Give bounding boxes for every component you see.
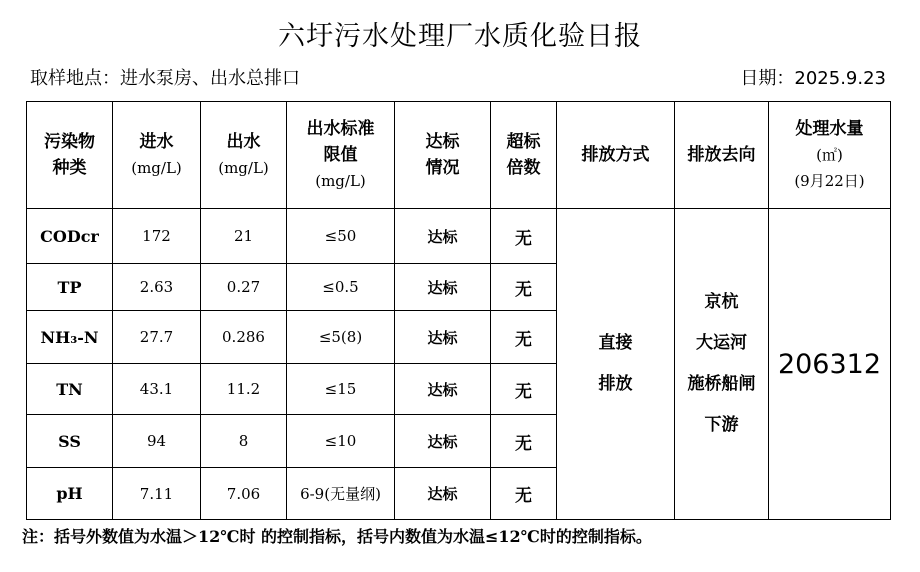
status-value: 达标 bbox=[395, 209, 491, 264]
destination-line1: 京杭 bbox=[704, 292, 739, 312]
header-limit bbox=[287, 102, 395, 209]
effluent-value: 21 bbox=[201, 209, 287, 264]
influent-value: 43.1 bbox=[113, 364, 201, 415]
pollutant-name: SS bbox=[27, 415, 113, 468]
pollutant-name: NH₃-N bbox=[27, 311, 113, 364]
exceed-value: 无 bbox=[491, 311, 557, 364]
status-value: 达标 bbox=[395, 415, 491, 468]
discharge-method-line1: 直接 bbox=[598, 333, 633, 353]
pollutant-name: pH bbox=[27, 468, 113, 520]
treated-volume: 206312 bbox=[769, 209, 891, 520]
header-exceed bbox=[491, 102, 557, 209]
header-row bbox=[27, 102, 891, 209]
header-pollutant-line2: 种类 bbox=[52, 158, 87, 178]
limit-value: 6-9(无量纲) bbox=[287, 468, 395, 520]
header-volume-line1: 处理水量 bbox=[795, 119, 864, 139]
header-exceed-line1: 超标 bbox=[506, 132, 541, 152]
header-effluent-unit: (mg/L) bbox=[218, 159, 269, 177]
effluent-value: 7.06 bbox=[201, 468, 287, 520]
effluent-value: 11.2 bbox=[201, 364, 287, 415]
pollutant-name: TN bbox=[27, 364, 113, 415]
limit-value: ≤5(8) bbox=[287, 311, 395, 364]
status-value: 达标 bbox=[395, 364, 491, 415]
header-status-line2: 情况 bbox=[425, 158, 460, 178]
status-value: 达标 bbox=[395, 264, 491, 311]
header-influent bbox=[113, 102, 201, 209]
destination-line4: 下游 bbox=[704, 415, 739, 435]
header-limit-unit: (mg/L) bbox=[315, 172, 366, 190]
influent-value: 172 bbox=[113, 209, 201, 264]
limit-value: ≤15 bbox=[287, 364, 395, 415]
header-destination: 排放去向 bbox=[675, 102, 769, 209]
report-date: 日期：2025.9.23 bbox=[740, 68, 886, 89]
header-volume-unit: (㎡) bbox=[816, 146, 843, 164]
header-status-line1: 达标 bbox=[425, 132, 460, 152]
exceed-value: 无 bbox=[491, 209, 557, 264]
sampling-location: 取样地点：进水泵房、出水总排口 bbox=[30, 68, 300, 89]
discharge-method bbox=[557, 209, 675, 520]
header-effluent bbox=[201, 102, 287, 209]
exceed-value: 无 bbox=[491, 468, 557, 520]
header-effluent-line1: 出水 bbox=[226, 132, 261, 152]
limit-value: ≤10 bbox=[287, 415, 395, 468]
status-value: 达标 bbox=[395, 468, 491, 520]
effluent-value: 8 bbox=[201, 415, 287, 468]
limit-value: ≤50 bbox=[287, 209, 395, 264]
header-volume bbox=[769, 102, 891, 209]
header-method: 排放方式 bbox=[557, 102, 675, 209]
header-pollutant-line1: 污染物 bbox=[44, 132, 95, 152]
influent-value: 27.7 bbox=[113, 311, 201, 364]
pollutant-name: CODcr bbox=[27, 209, 113, 264]
limit-value: ≤0.5 bbox=[287, 264, 395, 311]
header-limit-line1: 出水标准 bbox=[306, 119, 375, 139]
status-value: 达标 bbox=[395, 311, 491, 364]
discharge-destination bbox=[675, 209, 769, 520]
footnote: 注：括号外数值为水温＞12℃时 的控制指标，括号内数值为水温≤12℃时的控制指标。 bbox=[22, 527, 652, 546]
table-row bbox=[27, 209, 891, 264]
header-influent-line1: 进水 bbox=[139, 132, 174, 152]
header-limit-line2: 限值 bbox=[323, 145, 358, 165]
header-volume-date: (9月22日) bbox=[794, 172, 865, 190]
header-influent-unit: (mg/L) bbox=[131, 159, 182, 177]
pollutant-name: TP bbox=[27, 264, 113, 311]
effluent-value: 0.286 bbox=[201, 311, 287, 364]
exceed-value: 无 bbox=[491, 264, 557, 311]
discharge-method-line2: 排放 bbox=[598, 374, 633, 394]
header-pollutant bbox=[27, 102, 113, 209]
influent-value: 2.63 bbox=[113, 264, 201, 311]
effluent-value: 0.27 bbox=[201, 264, 287, 311]
exceed-value: 无 bbox=[491, 364, 557, 415]
exceed-value: 无 bbox=[491, 415, 557, 468]
destination-line2: 大运河 bbox=[696, 333, 747, 353]
destination-line3: 施桥船闸 bbox=[687, 374, 756, 394]
header-status bbox=[395, 102, 491, 209]
report-title: 六圩污水处理厂水质化验日报 bbox=[278, 21, 642, 52]
water-quality-table bbox=[26, 101, 891, 520]
influent-value: 94 bbox=[113, 415, 201, 468]
header-exceed-line2: 倍数 bbox=[506, 158, 541, 178]
influent-value: 7.11 bbox=[113, 468, 201, 520]
